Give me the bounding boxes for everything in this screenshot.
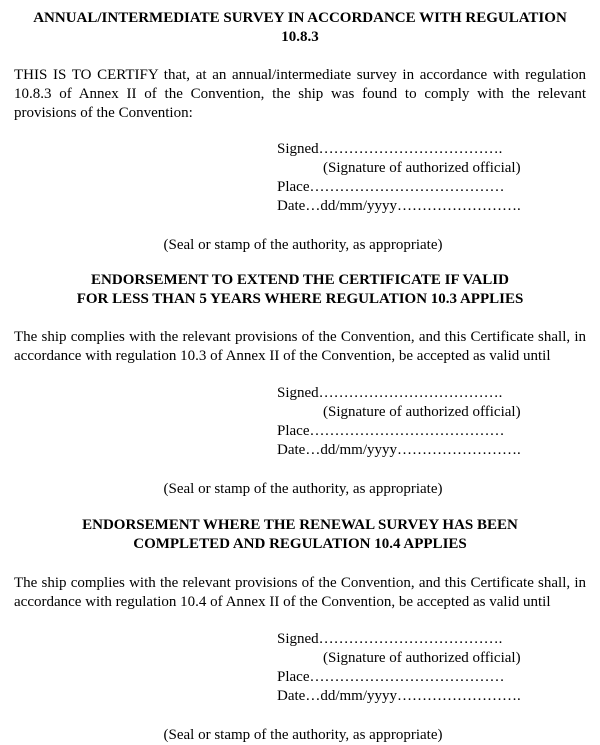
- signature-block: [277, 384, 577, 460]
- heading-line: ENDORSEMENT TO EXTEND THE CERTIFICATE IF VALID: [91, 272, 509, 288]
- endorsement-paragraph: The ship complies with the relevant provisions of the Convention, and this Certificate shall, in accordance with regulation 10.3 of Annex II of the Convention, be accepted as valid until: [14, 329, 586, 364]
- signature-caption: (Signature of authorized official): [323, 404, 521, 420]
- section-heading: [14, 516, 586, 554]
- signature-caption: (Signature of authorized official): [323, 160, 521, 176]
- heading-line: ENDORSEMENT WHERE THE RENEWAL SURVEY HAS BEEN: [82, 517, 518, 533]
- endorsement-paragraph: The ship complies with the relevant provisions of the Convention, and this Certificate shall, in accordance with regulation 10.4 of Annex II of the Convention, be accepted as valid until: [14, 575, 586, 610]
- signed-line: Signed……………………………….: [277, 631, 503, 647]
- seal-note: (Seal or stamp of the authority, as appropriate): [163, 237, 443, 253]
- heading-line: FOR LESS THAN 5 YEARS WHERE REGULATION 10.3 APPLIES: [76, 291, 524, 307]
- section-heading: [14, 0, 586, 47]
- date-line: Date…dd/mm/yyyy…………………….: [277, 198, 521, 214]
- signed-line: Signed……………………………….: [277, 385, 503, 401]
- section-annual-survey: [14, 0, 586, 255]
- signature-block: [277, 140, 577, 216]
- place-line: Place…………………………………: [277, 423, 505, 439]
- certification-paragraph: THIS IS TO CERTIFY that, at an annual/intermediate survey in accordance with regulation 10.8.3 of Annex II of the Convention, the ship was found to comply with the relevant provisions of the Convention:: [14, 67, 586, 121]
- signed-line: Signed……………………………….: [277, 141, 503, 157]
- section-heading: [14, 271, 586, 309]
- place-line: Place…………………………………: [277, 179, 505, 195]
- section-renewal-survey: [14, 516, 586, 745]
- section-extend-certificate: [14, 271, 586, 499]
- date-line: Date…dd/mm/yyyy…………………….: [277, 442, 521, 458]
- heading-line: COMPLETED AND REGULATION 10.4 APPLIES: [133, 536, 467, 552]
- seal-note: (Seal or stamp of the authority, as appropriate): [163, 481, 443, 497]
- place-line: Place…………………………………: [277, 669, 505, 685]
- seal-note: (Seal or stamp of the authority, as appropriate): [163, 727, 443, 743]
- signature-caption: (Signature of authorized official): [323, 650, 521, 666]
- signature-block: [277, 630, 577, 706]
- heading-line: ANNUAL/INTERMEDIATE SURVEY IN ACCORDANCE WITH REGULATION 10.8.3: [33, 10, 567, 45]
- date-line: Date…dd/mm/yyyy…………………….: [277, 688, 521, 704]
